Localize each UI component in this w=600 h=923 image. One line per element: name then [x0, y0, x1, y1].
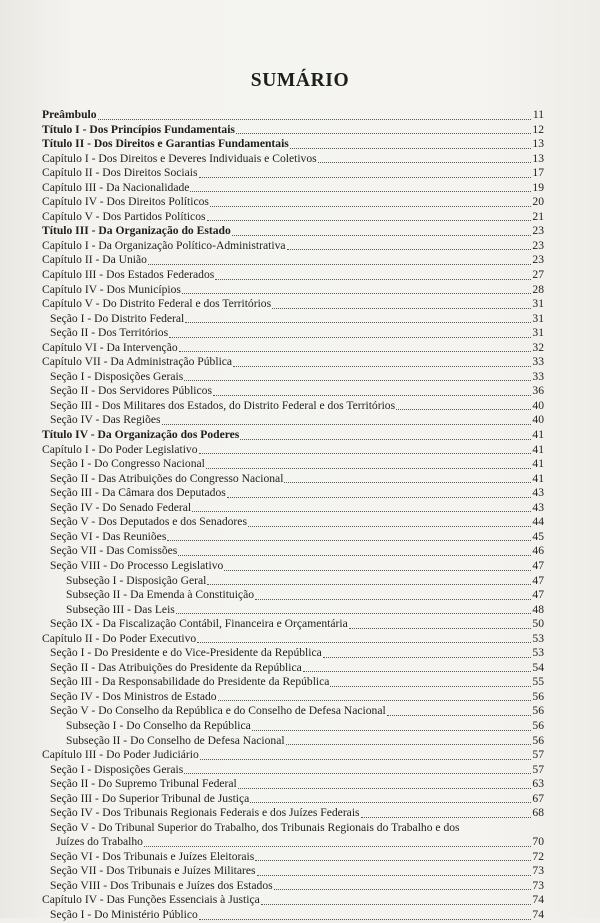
toc-entry-label: Capítulo V - Do Distrito Federal e dos Territórios — [42, 297, 272, 311]
toc-entry-label: Capítulo II - Dos Direitos Sociais — [42, 166, 198, 180]
toc-entry[interactable] — [42, 283, 544, 298]
toc-entry-label: Seção I - Disposições Gerais — [50, 369, 184, 383]
dot-leader — [199, 919, 531, 920]
dot-leader — [227, 497, 531, 498]
toc-page-number: 17 — [532, 166, 544, 180]
dot-leader — [387, 715, 531, 716]
toc-page-number: 23 — [532, 238, 544, 252]
toc-page-number: 31 — [532, 297, 544, 311]
toc-entry[interactable] — [42, 777, 544, 792]
toc-page-number: 43 — [532, 486, 544, 500]
toc-entry[interactable] — [42, 719, 544, 734]
toc-entry[interactable] — [42, 312, 544, 327]
toc-entry[interactable] — [42, 341, 544, 356]
toc-entry[interactable] — [42, 268, 544, 283]
toc-entry[interactable] — [42, 210, 544, 225]
dot-leader — [215, 279, 531, 280]
toc-entry-label: Capítulo VI - Da Intervenção — [42, 340, 178, 354]
toc-entry[interactable] — [42, 908, 544, 923]
dot-leader — [182, 293, 531, 294]
dot-leader — [257, 875, 531, 876]
dot-leader — [213, 395, 531, 396]
toc-page-number: 74 — [532, 907, 544, 921]
toc-entry[interactable] — [42, 588, 544, 603]
toc-entry-label: Seção VI - Dos Tribunais e Juízes Eleitorais — [50, 849, 255, 863]
toc-entry-label: Capítulo VII - Da Administração Pública — [42, 355, 233, 369]
dot-leader — [148, 264, 531, 265]
toc-page-number: 53 — [532, 646, 544, 660]
dot-leader — [197, 642, 531, 643]
toc-page-number: 47 — [532, 558, 544, 572]
toc-entry[interactable] — [42, 501, 544, 516]
toc-entry[interactable] — [42, 544, 544, 559]
toc-entry-label: Seção VII - Das Comissões — [50, 544, 178, 558]
page-title: SUMÁRIO — [250, 70, 350, 91]
toc-page-number: 48 — [532, 602, 544, 616]
toc-entry[interactable] — [42, 879, 544, 894]
toc-entry-label: Seção I - Do Distrito Federal — [50, 311, 185, 325]
table-of-contents — [42, 108, 544, 923]
toc-entry-label: Seção VIII - Do Processo Legislativo — [50, 558, 224, 572]
toc-entry-label: Seção II - Dos Servidores Públicos — [50, 384, 212, 398]
toc-page-number: 23 — [532, 224, 544, 238]
dot-leader — [290, 148, 531, 149]
toc-entry-label: Capítulo I - Do Poder Legislativo — [42, 442, 198, 456]
dot-leader — [178, 555, 531, 556]
toc-entry-label: Capítulo II - Da União — [42, 253, 147, 267]
toc-entry-label: Capítulo IV - Dos Municípios — [42, 282, 181, 296]
toc-entry-label: Seção IV - Das Regiões — [50, 413, 161, 427]
toc-entry-label: Seção VIII - Dos Tribunais e Juízes dos Estados — [50, 878, 273, 892]
toc-list-part-2 — [42, 850, 544, 923]
toc-entry-label: Seção III - Dos Militares dos Estados, do Distrito Federal e dos Territórios — [50, 398, 396, 412]
toc-entry-label: Seção III - Da Câmara dos Deputados — [50, 486, 226, 500]
dot-leader — [207, 584, 531, 585]
toc-page-number: 40 — [532, 398, 544, 412]
toc-entry-label: Capítulo III - Do Poder Judiciário — [42, 748, 199, 762]
toc-page-number: 70 — [532, 835, 544, 849]
toc-entry[interactable] — [42, 734, 544, 749]
toc-page-number: 56 — [532, 689, 544, 703]
toc-entry-label: Seção II - Dos Territórios — [50, 326, 169, 340]
toc-page-number: 33 — [532, 355, 544, 369]
toc-entry[interactable] — [42, 253, 544, 268]
dot-leader — [200, 759, 531, 760]
toc-entry-label: Seção I - Do Congresso Nacional — [50, 457, 205, 471]
toc-entry-label: Seção I - Do Presidente e do Vice-Presidente da República — [50, 646, 322, 660]
toc-page-number: 50 — [532, 617, 544, 631]
toc-entry[interactable] — [42, 574, 544, 589]
toc-page-number: 41 — [532, 471, 544, 485]
toc-page-number: 23 — [532, 253, 544, 267]
toc-entry-label: Capítulo IV - Das Funções Essenciais à Justiça — [42, 893, 260, 907]
toc-page-number: 27 — [532, 268, 544, 282]
toc-page-number: 31 — [532, 311, 544, 325]
dot-leader — [252, 730, 531, 731]
toc-page-number: 57 — [532, 762, 544, 776]
toc-entry[interactable] — [42, 443, 544, 458]
toc-entry-label-line-2: Juízes do Trabalho — [56, 835, 143, 849]
toc-entry[interactable] — [42, 152, 544, 167]
toc-page-number: 40 — [532, 413, 544, 427]
toc-entry-label: Capítulo III - Da Nacionalidade — [42, 180, 190, 194]
toc-page-number: 53 — [532, 631, 544, 645]
toc-entry[interactable] — [42, 370, 544, 385]
toc-entry[interactable] — [42, 893, 544, 908]
toc-entry-label: Título I - Dos Princípios Fundamentais — [42, 122, 235, 136]
toc-page-number: 36 — [532, 384, 544, 398]
toc-page-number: 63 — [532, 777, 544, 791]
toc-entry-label: Subseção III - Das Leis — [66, 602, 175, 616]
toc-page-number: 20 — [532, 195, 544, 209]
toc-page-number: 41 — [532, 442, 544, 456]
toc-entry-label: Seção III - Da Responsabilidade do Presidente da República — [50, 675, 330, 689]
toc-page-number: 28 — [532, 282, 544, 296]
dot-leader — [272, 308, 531, 309]
toc-page-number: 57 — [532, 748, 544, 762]
dot-leader — [199, 177, 531, 178]
toc-page-number: 74 — [532, 893, 544, 907]
toc-entry[interactable] — [42, 108, 544, 123]
toc-entry[interactable] — [42, 123, 544, 138]
toc-page-number: 55 — [532, 675, 544, 689]
toc-entry[interactable] — [42, 632, 544, 647]
toc-entry[interactable] — [42, 413, 544, 428]
toc-entry-label: Seção I - Do Ministério Público — [50, 907, 198, 921]
dot-leader — [236, 133, 531, 134]
toc-entry-label: Capítulo I - Da Organização Político-Administrativa — [42, 238, 286, 252]
toc-entry-label: Capítulo I - Dos Direitos e Deveres Individuais e Coletivos — [42, 151, 317, 165]
toc-entry-label: Subseção II - Do Conselho de Defesa Nacional — [66, 733, 285, 747]
dot-leader — [176, 613, 531, 614]
toc-page-number: 21 — [532, 209, 544, 223]
toc-page-number: 68 — [532, 806, 544, 820]
toc-page-number: 33 — [532, 369, 544, 383]
toc-entry-label: Seção II - Das Atribuições do Congresso Nacional — [50, 471, 284, 485]
toc-page-number: 13 — [532, 151, 544, 165]
dot-leader — [207, 220, 531, 221]
toc-entry-label: Seção VII - Dos Tribunais e Juízes Militares — [50, 864, 256, 878]
toc-page-number: 47 — [532, 573, 544, 587]
toc-entry-label: Seção IV - Dos Tribunais Regionais Federais e dos Juízes Federais — [50, 806, 360, 820]
toc-entry[interactable] — [42, 806, 544, 821]
dot-leader — [190, 191, 531, 192]
dot-leader — [248, 526, 531, 527]
dot-leader — [330, 686, 531, 687]
toc-entry[interactable] — [42, 181, 544, 196]
toc-page-number: 54 — [532, 660, 544, 674]
toc-page-number: 45 — [532, 529, 544, 543]
dot-leader — [255, 599, 531, 600]
toc-list-part-1 — [42, 108, 544, 821]
toc-page-number: 56 — [532, 704, 544, 718]
dot-leader — [238, 788, 531, 789]
toc-entry-label: Seção V - Dos Deputados e dos Senadores — [50, 515, 247, 529]
toc-entry-label: Subseção I - Do Conselho da República — [66, 718, 251, 732]
toc-entry-label: Capítulo IV - Dos Direitos Políticos — [42, 195, 209, 209]
toc-entry-label: Seção II - Das Atribuições do Presidente da República — [50, 660, 302, 674]
toc-page-number: 46 — [532, 544, 544, 558]
toc-entry[interactable] — [42, 472, 544, 487]
toc-entry[interactable] — [42, 486, 544, 501]
toc-page-number: 73 — [532, 878, 544, 892]
toc-entry[interactable] — [42, 515, 544, 530]
dot-leader — [396, 409, 531, 410]
dot-leader — [261, 904, 531, 905]
dot-leader — [287, 249, 531, 250]
toc-entry-label: Seção IV - Do Senado Federal — [50, 500, 192, 514]
toc-entry[interactable] — [42, 704, 544, 719]
toc-entry[interactable] — [42, 137, 544, 152]
toc-entry[interactable] — [42, 646, 544, 661]
toc-entry[interactable] — [42, 603, 544, 618]
toc-entry-label: Título II - Dos Direitos e Garantias Fundamentais — [42, 137, 289, 151]
dot-leader — [303, 671, 531, 672]
dot-leader — [284, 482, 531, 483]
dot-leader — [162, 424, 531, 425]
toc-page-number: 47 — [532, 588, 544, 602]
toc-entry[interactable] — [42, 239, 544, 254]
toc-entry-label: Capítulo II - Do Poder Executivo — [42, 631, 197, 645]
toc-page-number: 43 — [532, 500, 544, 514]
dot-leader — [184, 380, 531, 381]
dot-leader — [218, 700, 531, 701]
toc-entry-label: Título III - Da Organização do Estado — [42, 224, 231, 238]
dot-leader — [179, 351, 531, 352]
toc-entry[interactable] — [42, 864, 544, 879]
toc-page-number: 41 — [532, 428, 544, 442]
dot-leader — [232, 235, 531, 236]
toc-entry[interactable] — [42, 355, 544, 370]
toc-entry[interactable] — [42, 675, 544, 690]
dot-leader — [255, 860, 531, 861]
dot-leader — [185, 322, 531, 323]
dot-leader — [167, 540, 531, 541]
dot-leader — [144, 846, 531, 847]
toc-entry[interactable] — [42, 297, 544, 312]
dot-leader — [98, 119, 531, 120]
toc-page-number: 67 — [532, 791, 544, 805]
dot-leader — [286, 744, 531, 745]
toc-entry-label: Seção IX - Da Fiscalização Contábil, Financeira e Orçamentária — [50, 617, 348, 631]
dot-leader — [184, 773, 531, 774]
dot-leader — [274, 889, 531, 890]
toc-page-number: 19 — [532, 180, 544, 194]
toc-entry[interactable] — [42, 224, 544, 239]
dot-leader — [210, 206, 531, 207]
toc-entry[interactable] — [42, 195, 544, 210]
toc-entry[interactable] — [42, 763, 544, 778]
toc-entry-label: Preâmbulo — [42, 108, 97, 121]
toc-page-number: 31 — [532, 326, 544, 340]
toc-entry-wrapped[interactable] — [42, 821, 544, 850]
toc-entry-label: Título IV - Da Organização dos Poderes — [42, 428, 240, 442]
toc-page-number: 73 — [532, 864, 544, 878]
toc-entry[interactable] — [42, 166, 544, 181]
toc-entry-label: Capítulo III - Dos Estados Federados — [42, 268, 215, 282]
toc-entry[interactable] — [42, 457, 544, 472]
toc-entry-label: Capítulo V - Dos Partidos Políticos — [42, 209, 206, 223]
toc-entry[interactable] — [42, 326, 544, 341]
toc-page-number: 41 — [532, 457, 544, 471]
dot-leader — [199, 453, 531, 454]
toc-page-number: 56 — [532, 733, 544, 747]
toc-entry-label: Subseção II - Da Emenda à Constituição — [66, 588, 255, 602]
toc-entry[interactable] — [42, 792, 544, 807]
toc-entry[interactable] — [42, 559, 544, 574]
toc-entry[interactable] — [42, 850, 544, 865]
toc-entry[interactable] — [42, 748, 544, 763]
toc-page-number: 32 — [532, 340, 544, 354]
toc-entry[interactable] — [42, 690, 544, 705]
toc-page-number: 72 — [532, 849, 544, 863]
toc-entry[interactable] — [42, 661, 544, 676]
dot-leader — [361, 817, 531, 818]
toc-entry[interactable] — [42, 428, 544, 443]
toc-entry[interactable] — [42, 384, 544, 399]
dot-leader — [349, 628, 531, 629]
toc-entry-label: Subseção I - Disposição Geral — [66, 573, 207, 587]
dot-leader — [169, 337, 531, 338]
toc-page-number: 12 — [532, 122, 544, 136]
toc-entry-label: Seção V - Do Conselho da República e do Conselho de Defesa Nacional — [50, 704, 386, 718]
toc-page-number: 44 — [532, 515, 544, 529]
toc-entry-label-line-1: Seção V - Do Tribunal Superior do Trabalho, dos Tribunais Regionais do Trabalho e dos — [50, 820, 460, 834]
toc-page-number: 56 — [532, 718, 544, 732]
dot-leader — [233, 366, 531, 367]
dot-leader — [318, 162, 531, 163]
dot-leader — [240, 439, 531, 440]
toc-entry-label: Seção VI - Das Reuniões — [50, 529, 167, 543]
dot-leader — [250, 802, 531, 803]
dot-leader — [224, 570, 531, 571]
toc-page-number: 13 — [532, 137, 544, 151]
toc-entry[interactable] — [42, 617, 544, 632]
toc-entry[interactable] — [42, 399, 544, 414]
toc-entry-label: Seção II - Do Supremo Tribunal Federal — [50, 777, 237, 791]
toc-entry-label: Seção III - Do Superior Tribunal de Justiça — [50, 791, 250, 805]
dot-leader — [323, 657, 531, 658]
toc-page-number: 11 — [532, 108, 544, 121]
toc-entry-label: Seção IV - Dos Ministros de Estado — [50, 689, 217, 703]
dot-leader — [206, 468, 531, 469]
dot-leader — [192, 511, 531, 512]
toc-entry-label: Seção I - Disposições Gerais — [50, 762, 184, 776]
toc-entry[interactable] — [42, 530, 544, 545]
